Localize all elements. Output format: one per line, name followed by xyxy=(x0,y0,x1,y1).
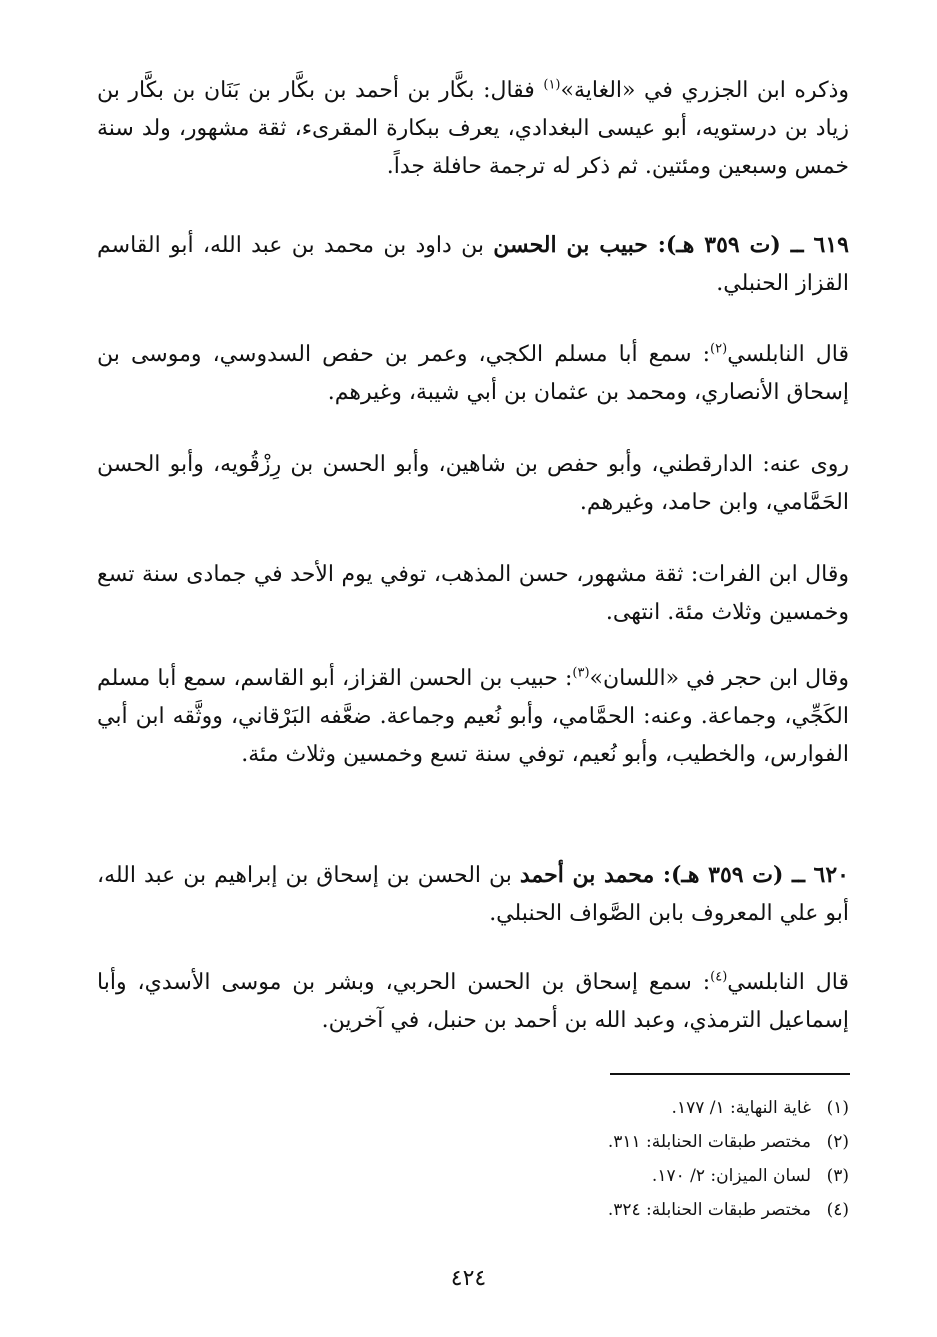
paragraph-text: : سمع إسحاق بن الحسن الحربي، وبشر بن موسى الأسدي، وأبا إسماعيل الترمذي، وعبد الله بن أحمد بن حنبل، في آخرين. xyxy=(97,970,849,1033)
paragraph-nabulsi-1 xyxy=(97,336,849,412)
paragraph-text: قال النابلسي xyxy=(727,342,850,367)
paragraph-text: وقال ابن الفرات: ثقة مشهور، حسن المذهب، توفي يوم الأحد في جمادى سنة تسع وخمسين وثلاث مئة. انتهى. xyxy=(97,562,849,625)
footnote-1 xyxy=(449,1096,849,1120)
footnote-marker[interactable]: (٤) xyxy=(710,969,728,985)
footnote-divider xyxy=(610,1073,850,1075)
footnote-4 xyxy=(449,1198,849,1222)
footnote-text: مختصر طبقات الحنابلة: ٣٢٤. xyxy=(607,1200,811,1220)
footnote-number: (٢) xyxy=(826,1132,849,1152)
entry-620-heading xyxy=(97,856,849,933)
paragraph-ibn-jazari xyxy=(97,72,849,186)
paragraph-text: بن الحسن بن إسحاق بن إبراهيم بن عبد الله، أبو علي المعروف بابن الصَّواف الحنبلي. xyxy=(97,863,849,926)
paragraph-ibn-furat xyxy=(97,556,849,632)
footnote-number: (٤) xyxy=(826,1200,849,1220)
footnote-number: (١) xyxy=(826,1098,849,1118)
entry-619-heading xyxy=(97,226,849,303)
paragraph-text: : حبيب بن الحسن القزاز، أبو القاسم، سمع أبا مسلم الكَجِّي، وجماعة. وعنه: الحمَّامي، وأبو نُعيم وجماعة. ضعَّفه البَرْقاني، ووثَّقه ابن أبي الفوارس، والخطيب، وأبو نُعيم، توفي سنة تسع وخمسين وثلاث مئة. xyxy=(97,666,849,767)
footnote-text: مختصر طبقات الحنابلة: ٣١١. xyxy=(607,1132,811,1152)
paragraph-text: بن داود بن محمد بن عبد الله، أبو القاسم القزاز الحنبلي. xyxy=(97,233,849,296)
footnote-2 xyxy=(449,1130,849,1154)
footnote-marker[interactable]: (٢) xyxy=(710,341,728,357)
footnote-3 xyxy=(449,1164,849,1188)
paragraph-text: : سمع أبا مسلم الكجي، وعمر بن حفص السدوسي، وموسى بن إسحاق الأنصاري، ومحمد بن عثمان بن أبي شيبة، وغيرهم. xyxy=(97,342,849,405)
footnote-text: غاية النهاية: ١/ ١٧٧. xyxy=(671,1098,811,1118)
paragraph-text: وقال ابن حجر في «اللسان» xyxy=(589,666,849,691)
paragraph-narrators xyxy=(97,446,849,522)
footnote-marker[interactable]: (١) xyxy=(543,77,561,93)
entry-title: ٦٢٠ ــ (ت ٣٥٩ هـ): محمد بن أحمد xyxy=(519,862,849,888)
page-number: ٤٢٤ xyxy=(450,1266,487,1291)
paragraph-text: قال النابلسي xyxy=(727,970,849,995)
paragraph-text: فقال: بكَّار بن أحمد بن بكَّار بن بَنَان بن بكَّار بن زياد بن درستويه، أبو عيسى البغدادي، يعرف ببكارة المقرىء، ثقة مشهور، ولد سنة خمس وسبعين ومئتين. ثم ذكر له ترجمة حافلة جداً. xyxy=(97,78,849,179)
paragraph-text: روى عنه: الدارقطني، وأبو حفص بن شاهين، وأبو الحسن بن رِزْقُويه، وأبو الحسن الحَمَّامي، وابن حامد، وغيرهم. xyxy=(97,452,849,515)
footnote-marker[interactable]: (٣) xyxy=(572,665,590,681)
paragraph-text: وذكره ابن الجزري في «الغاية» xyxy=(560,78,849,103)
paragraph-ibn-hajar xyxy=(97,660,849,774)
footnote-text: لسان الميزان: ٢/ ١٧٠. xyxy=(651,1166,811,1186)
footnote-number: (٣) xyxy=(826,1166,849,1186)
entry-title: ٦١٩ ــ (ت ٣٥٩ هـ): حبيب بن الحسن xyxy=(493,232,849,258)
paragraph-nabulsi-2 xyxy=(97,964,849,1040)
